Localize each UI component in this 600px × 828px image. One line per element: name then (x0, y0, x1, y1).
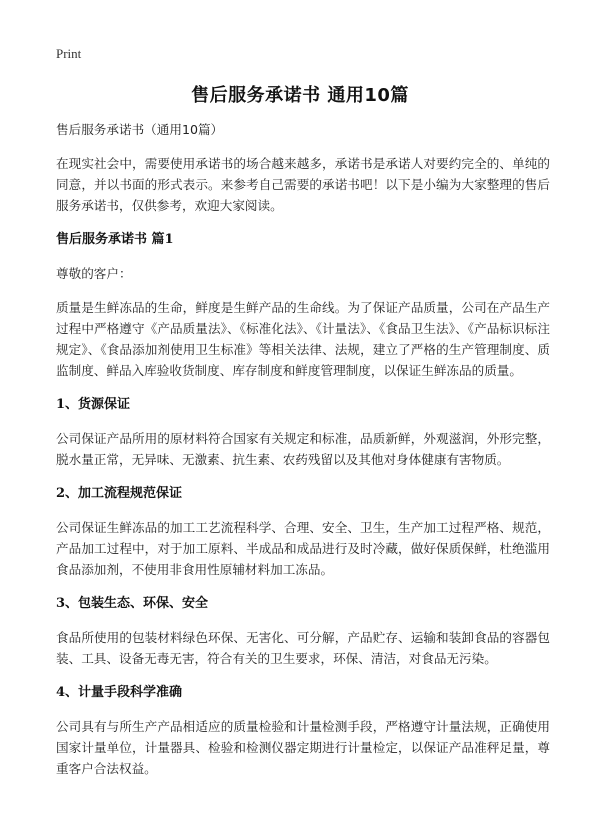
heading-3: 3、包装生态、环保、安全 (56, 596, 209, 611)
heading-4: 4、计量手段科学准确 (56, 685, 183, 700)
intro-paragraph: 在现实社会中，需要使用承诺书的场合越来越多，承诺书是承诺人对要约完全的、单纯的同意，并以书面的形式表示。来参考自己需要的承诺书吧！以下是小编为大家整理的售后服务承诺书，仅供参考，欢迎大家阅读。 (56, 156, 550, 213)
doc-subtitle: 售后服务承诺书（通用10篇） (56, 122, 224, 137)
document-body (56, 119, 550, 792)
paragraph-heading-4: 公司具有与所生产产品相适应的质量检验和计量检测手段，严格遵守计量法规，正确使用国家计量单位，计量器具、检验和检测仪器定期进行计量检定，以保证产品准秤足量，尊重客户合法权益。 (56, 719, 550, 776)
paragraph-heading-3: 食品所使用的包装材料绿色环保、无害化、可分解，产品贮存、运输和装卸食品的容器包装、工具、设备无毒无害，符合有关的卫生要求，环保、清洁，对食品无污染。 (56, 630, 550, 666)
section-title: 售后服务承诺书 篇1 (56, 232, 174, 247)
paragraph-heading-2: 公司保证生鲜冻品的加工工艺流程科学、合理、安全、卫生，生产加工过程严格、规范，产品加工过程中，对于加工原料、半成品和成品进行及时冷藏，做好保质保鲜，杜绝滥用食品添加剂，不使用非食用性原辅材料加工冻品。 (56, 520, 550, 577)
heading-1: 1、货源保证 (56, 397, 131, 412)
print-link[interactable]: Print (56, 46, 82, 61)
greeting: 尊敬的客户： (56, 266, 132, 281)
paragraph-heading-1: 公司保证产品所用的原材料符合国家有关规定和标准，品质新鲜，外观滋润，外形完整，脱水量正常，无异味、无激素、抗生素、农药残留以及其他对身体健康有害物质。 (56, 431, 550, 467)
page-title: 售后服务承诺书 通用10篇 (191, 85, 409, 106)
heading-2: 2、加工流程规范保证 (56, 486, 183, 501)
paragraph-1: 质量是生鲜冻品的生命，鲜度是生鲜产品的生命线。为了保证产品质量，公司在产品生产过程中严格遵守《产品质量法》、《标准化法》、《计量法》、《食品卫生法》、《产品标识标注规定》、《食品添加剂使用卫生标准》等相关法律、法规，建立了严格的生产管理制度、质监制度、鲜品入库验收货制度、库存制度和鲜度管理制度，以保证生鲜冻品的质量。 (56, 300, 550, 378)
